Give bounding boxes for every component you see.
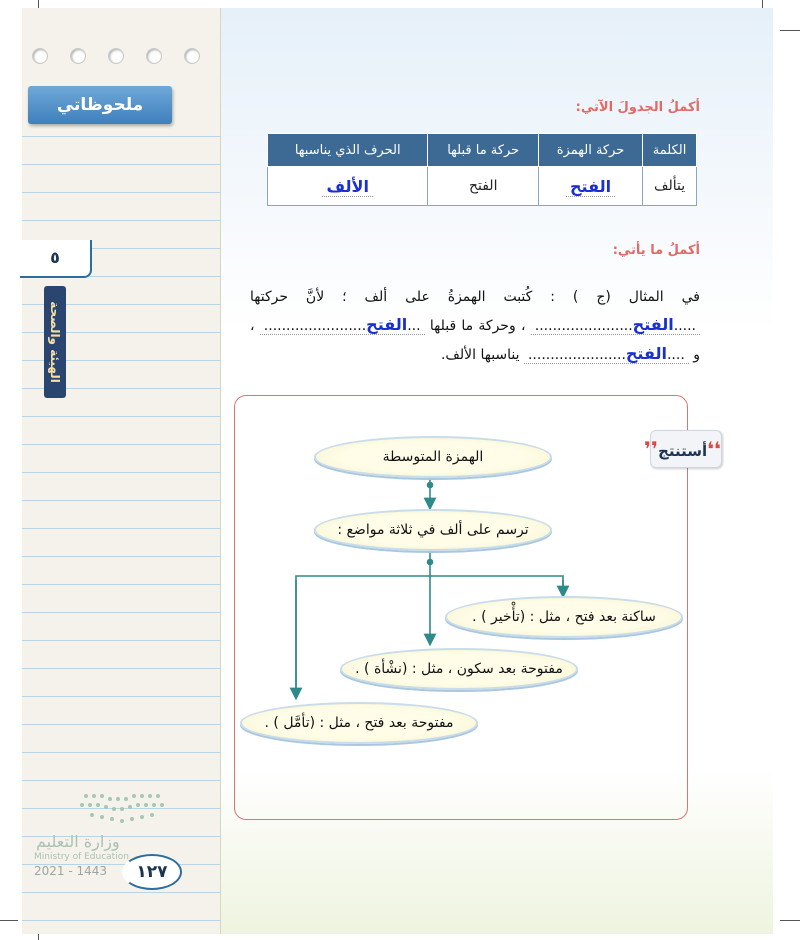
ruled-line <box>22 192 220 193</box>
ruled-line <box>22 920 220 921</box>
crop-mark <box>780 920 800 921</box>
page-number: ١٢٧ <box>122 854 182 890</box>
ruled-line <box>22 584 220 585</box>
crop-mark <box>780 30 800 31</box>
table-cell: يتألف <box>643 167 697 206</box>
ruled-line <box>22 220 220 221</box>
deduce-badge <box>644 430 722 468</box>
ruled-line <box>22 612 220 613</box>
ruled-line <box>22 528 220 529</box>
answer-blank: الفتح <box>632 315 674 334</box>
paragraph-text: في المثال (ج ) : كُتبت الهمزةُ على ألف ؛ لأنَّ حركتها <box>250 289 700 305</box>
unit-title: الهيئة والصحة <box>48 301 62 383</box>
crop-mark <box>0 920 18 921</box>
binder-hole <box>184 48 200 64</box>
paragraph-text: ، وحركة ما قبلها <box>429 318 526 334</box>
binder-hole <box>32 48 48 64</box>
quote-icon: ❛❛ <box>707 437 721 461</box>
section1-heading: أكملُ الجدولَ الآتي: <box>575 100 700 115</box>
diagram-case-3: مفتوحة بعد فتح ، مثل : (تأمَّل ) . <box>240 702 478 744</box>
answer-blank: الفتح <box>625 344 667 363</box>
table-header: حركة الهمزة <box>538 134 642 167</box>
unit-title-strip <box>44 286 66 398</box>
quote-icon: ❜❜ <box>644 437 659 461</box>
paragraph-text: يناسبها الألف. <box>440 347 520 363</box>
diagram-root: الهمزة المتوسطة <box>314 436 552 478</box>
section2-heading: أكملُ ما يأتي: <box>612 243 700 258</box>
ruled-line <box>22 892 220 893</box>
ruled-line <box>22 556 220 557</box>
ruled-line <box>22 668 220 669</box>
table-header: الحرف الذي يناسبها <box>268 134 428 167</box>
ruled-line <box>22 416 220 417</box>
ruled-line <box>22 724 220 725</box>
ruled-line <box>22 472 220 473</box>
table-cell <box>268 167 428 206</box>
ministry-logo-icon <box>76 790 171 830</box>
binder-hole <box>70 48 86 64</box>
ruled-line <box>22 640 220 641</box>
ruled-line <box>22 136 220 137</box>
deduce-label: أستنتج <box>658 442 708 460</box>
diagram-case-2: مفتوحة بعد سكون ، مثل : (نشْأة ) . <box>340 648 578 690</box>
ruled-line <box>22 696 220 697</box>
completion-table <box>267 133 697 206</box>
diagram-case-1: ساكنة بعد فتح ، مثل : (تأْخير ) . <box>445 596 683 638</box>
ruled-line <box>22 444 220 445</box>
ruled-line <box>22 164 220 165</box>
binder-hole <box>108 48 124 64</box>
unit-number: ٥ <box>20 240 92 278</box>
table-cell: الفتح <box>428 167 539 206</box>
ruled-line <box>22 752 220 753</box>
binder-hole <box>146 48 162 64</box>
table-cell <box>538 167 642 206</box>
answer-blank: الفتح <box>366 315 408 334</box>
paragraph-text: ، و <box>250 318 700 363</box>
answer-letter: الألف <box>322 177 372 197</box>
table-header: الكلمة <box>643 134 697 167</box>
ruled-line <box>22 780 220 781</box>
ruled-line <box>22 500 220 501</box>
answer-hamza-vowel: الفتح <box>566 177 615 197</box>
ministry-name-en: Ministry of Education <box>34 852 129 862</box>
diagram-subtitle: ترسم على ألف في ثلاثة مواضع : <box>314 509 552 551</box>
edition-year: 2021 - 1443 <box>34 864 108 878</box>
ministry-name-ar: وزارة التعليم <box>36 832 120 851</box>
table-header: حركة ما قبلها <box>428 134 539 167</box>
notes-title: ملحوظاتي <box>28 86 172 124</box>
fill-in-paragraph: في المثال (ج ) : كُتبت الهمزةُ على ألف ؛ لأنَّ حركتها .....الفتح...................... ، وحركة ما قبلها ...الفتح....................... ، و ....الفتح...................... يناسبها الألف. <box>250 289 700 363</box>
